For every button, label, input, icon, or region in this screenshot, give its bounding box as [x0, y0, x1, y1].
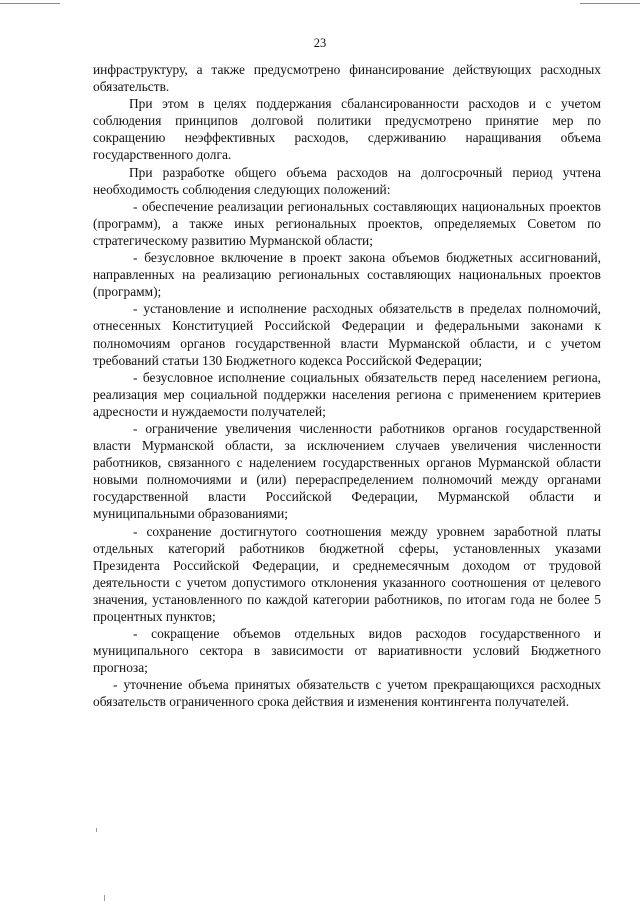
paragraph-balance: При этом в целях поддержания сбалансированности расходов и с учетом соблюдения принципов долговой политики предусмотрено принятие мер по сокращению неэффективных расходов, сдерживанию наращивания объема государственного долга.: [93, 96, 601, 163]
scan-mark: [104, 895, 105, 901]
list-item-budget-allocations: - безусловное включение в проект закона объемов бюджетных ассигнований, направленных на реализацию региональных составляющих национальных проектов (программ);: [93, 250, 601, 300]
scan-edge-line-left: [0, 3, 60, 4]
paragraph-continuation: инфраструктуру, а также предусмотрено финансирование действующих расходных обязательств.: [93, 62, 601, 95]
scan-edge-line-right: [580, 3, 640, 4]
list-item-social-obligations: - безусловное исполнение социальных обязательств перед населением региона, реализация мер социальной поддержки населения региона с применением критериев адресности и нуждаемости получателей;: [93, 369, 601, 419]
list-item-salary-ratio: - сохранение достигнутого соотношения между уровнем заработной платы отдельных категорий работников бюджетной сферы, установленных указами Президента Российской Федерации, и среднемесячным доходом от трудовой деятельности с учетом допустимого отклонения указанного соотношения от целевого значения, установленного по каждой категории работников, по итогам года не более 5 процентных пунктов;: [93, 523, 601, 624]
page-number: 23: [313, 36, 327, 50]
list-item-obligation-refinement: - уточнение объема принятых обязательств с учетом прекращающихся расходных обязательств ограниченного срока действия и изменения контингента получателей.: [93, 677, 601, 710]
list-item-expense-reduction: - сокращение объемов отдельных видов расходов государственного и муниципального сектора в зависимости от вариативности условий Бюджетного прогноза;: [93, 626, 601, 676]
list-item-national-projects: - обеспечение реализации региональных составляющих национальных проектов (программ), а также иных региональных проектов, определяемых Советом по стратегическому развитию Мурманской области;: [93, 198, 601, 248]
list-item-expenditure-obligations: - установление и исполнение расходных обязательств в пределах полномочий, отнесенных Конституцией Российской Федерации и федеральными законами к полномочиям органов государственной власти Мурманской области, и с учетом требований статьи 130 Бюджетного кодекса Российской Федерации;: [93, 301, 601, 368]
document-body: [93, 61, 601, 711]
list-item-staff-limits: - ограничение увеличения численности работников органов государственной власти Мурманской области, за исключением случаев увеличения численности работников, связанного с наделением государственных органов Мурманской области новыми полномочиями и (или) перераспределением полномочий между органами государственной власти Российской Федерации, Мурманской области и муниципальными образованиями;: [93, 420, 601, 522]
paragraph-conditions-intro: При разработке общего объема расходов на долгосрочный период учтена необходимость соблюдения следующих положений:: [93, 164, 601, 197]
scan-mark: [96, 828, 97, 832]
